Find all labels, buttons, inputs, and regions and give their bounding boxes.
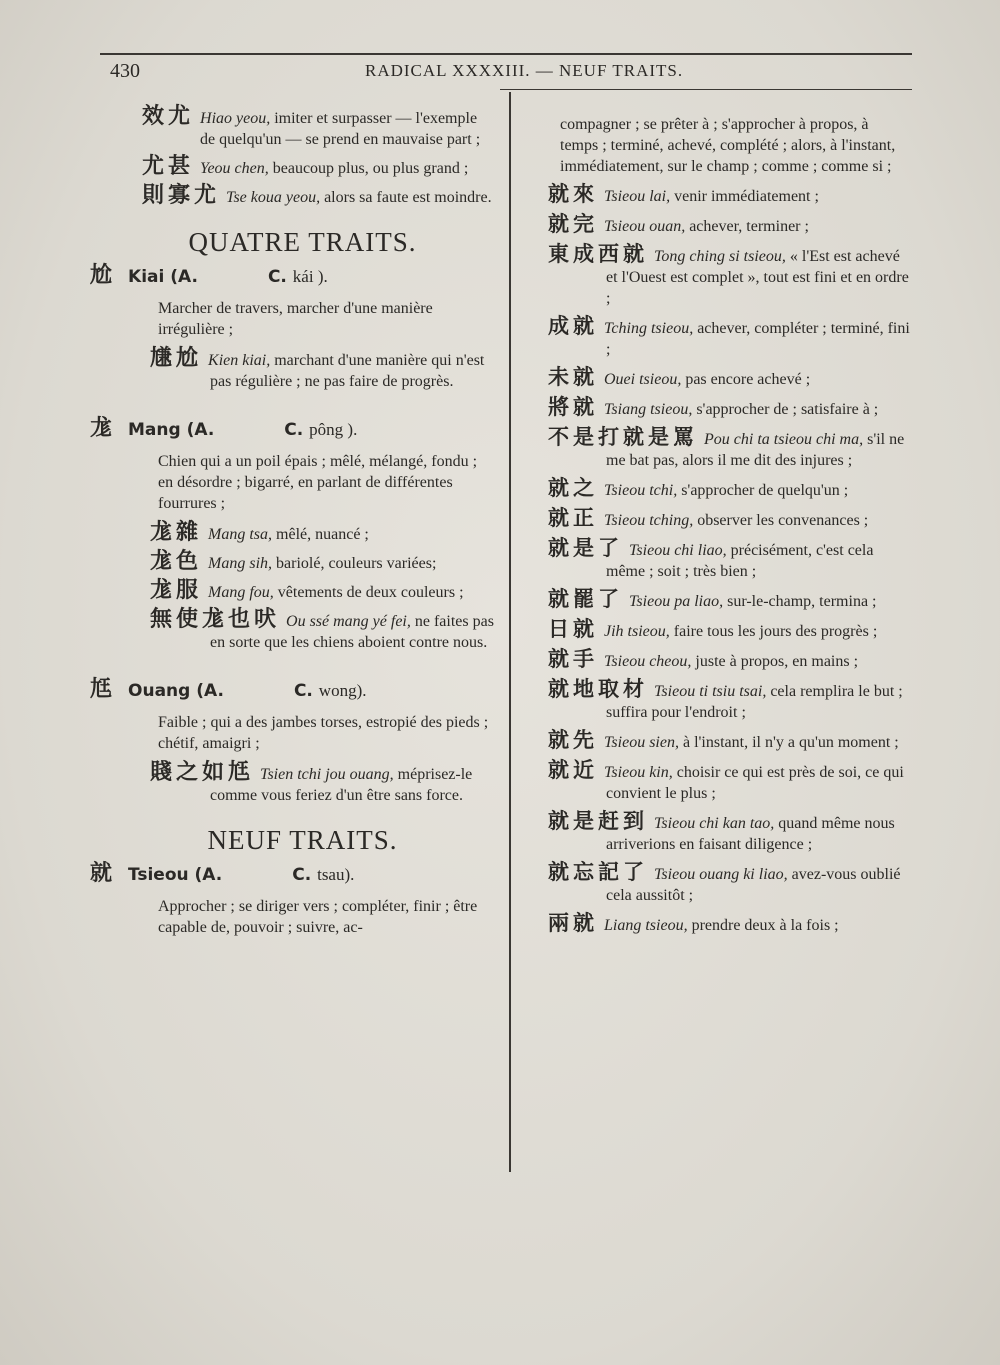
entry-definition: cela remplira le but ; suffira pour l'endroit ; (606, 683, 903, 721)
entry-definition: s'il ne me bat pas, alors il me dit des injures ; (606, 431, 905, 469)
entry-characters: 成就 (548, 314, 598, 338)
entry-romanization: Tching tsieou, (604, 320, 694, 337)
dictionary-entry (548, 760, 910, 804)
entry-characters: 就來 (548, 182, 598, 206)
entry-romanization: Tong ching si tsieou, (654, 248, 786, 265)
column-divider (509, 92, 511, 1172)
cantonese-label: C. (267, 267, 287, 287)
cantonese-reading: kái ). (292, 267, 328, 286)
entry-definition: « l'Est est achevé et l'Ouest est complet », tout est fini et en ordre ; (606, 248, 909, 307)
entry-characters: 就忘記了 (548, 860, 648, 884)
entry-definition: bariolé, couleurs variées; (276, 555, 437, 572)
entry-characters: 則寡尤 (142, 183, 221, 208)
dictionary-entry (90, 580, 495, 603)
entry-characters: 就地取材 (548, 677, 648, 701)
dictionary-entry (548, 913, 910, 936)
header-rule (100, 53, 912, 55)
entry-romanization: Kien kiai, (208, 352, 271, 369)
headword-rom: Ouang (A. (128, 681, 224, 701)
entry-romanization: Tsieou pa liao, (629, 593, 724, 610)
entry-romanization: Tsieou chi liao, (629, 542, 727, 559)
entry-definition: ne faites pas en sorte que les chiens aboient contre nous. (210, 613, 494, 651)
header-rule-secondary (500, 89, 912, 90)
entry-characters: 尨色 (150, 549, 203, 574)
entry-characters: 尨雜 (150, 520, 203, 545)
entry-romanization: Tsien tchi jou ouang, (260, 766, 394, 783)
ouang-subentries (90, 762, 495, 806)
headword-char: 尨 (90, 416, 113, 441)
entry-characters: 東成西就 (548, 242, 648, 266)
entry-characters: 就手 (548, 647, 598, 671)
entry-characters: 就之 (548, 476, 598, 500)
entry-romanization: Tsieou tchi, (604, 482, 678, 499)
page-number: 430 (110, 60, 140, 82)
entry-characters: 尲尬 (150, 346, 203, 371)
kiai-subentries (90, 348, 495, 392)
headword-char: 尪 (90, 677, 113, 702)
cantonese-reading: pông ). (309, 420, 358, 439)
definition-mang: Chien qui a un poil épais ; mêlé, mélangé, fondu ; en désordre ; bigarré, en parlant de différentes fourrures ; (158, 453, 478, 512)
entry-characters: 不是打就是罵 (548, 425, 698, 449)
left-column (90, 106, 495, 946)
entry-romanization: Tsieou ti tsiu tsai, (654, 683, 767, 700)
cantonese-reading: tsau). (317, 865, 355, 884)
entry-definition: beaucoup plus, ou plus grand ; (272, 160, 469, 177)
section-neuf-traits: NEUF TRAITS. (207, 825, 398, 855)
headword-rom: Mang (A. (128, 420, 215, 440)
entry-characters: 就完 (548, 212, 598, 236)
entry-definition: méprisez-le comme vous feriez d'un être sans force. (210, 766, 473, 804)
entry-definition: alors sa faute est moindre. (324, 189, 492, 206)
entry-romanization: Mang sih, (208, 555, 273, 572)
entry-definition: venir immédiatement ; (674, 188, 819, 205)
entry-characters: 就是赶到 (548, 809, 648, 833)
entry-characters: 將就 (548, 395, 598, 419)
entry-definition: prendre deux à la fois ; (691, 917, 839, 934)
entry-romanization: Mang tsa, (208, 526, 273, 543)
dictionary-entry (90, 156, 495, 179)
headword-char: 就 (90, 861, 113, 886)
entry-definition: avez-vous oublié cela aussitôt ; (606, 866, 901, 904)
dictionary-entry (548, 619, 910, 642)
entry-romanization: Pou chi ta tsieou chi ma, (704, 431, 864, 448)
entry-romanization: Hiao yeou, (200, 110, 271, 127)
entry-romanization: Ouei tsieou, (604, 371, 682, 388)
headword-kiai (90, 265, 495, 288)
dictionary-entry (548, 679, 910, 723)
headword-mang (90, 418, 495, 441)
dictionary-entry (90, 106, 495, 150)
dictionary-entry (90, 609, 495, 653)
running-title: RADICAL XXXXIII. — NEUF TRAITS. (365, 61, 684, 80)
right-column (548, 114, 910, 943)
entry-definition: s'approcher de ; satisfaire à ; (696, 401, 879, 418)
cantonese-reading: wong). (318, 681, 367, 700)
dictionary-entry (548, 649, 910, 672)
dictionary-entry (548, 427, 910, 471)
entry-romanization: Jih tsieou, (604, 623, 670, 640)
headword-rom: Kiai (A. (128, 267, 198, 287)
cantonese-label: C. (284, 420, 304, 440)
cantonese-label: C. (293, 681, 313, 701)
entry-definition: sur-le-champ, termina ; (727, 593, 877, 610)
entry-characters: 日就 (548, 617, 598, 641)
definition-continued: compagner ; se prêter à ; s'approcher à propos, à temps ; terminé, achevé, complété ; alors, à l'instant, immédiatement, sur le champ ; comme ; comme si ; (560, 116, 896, 175)
entry-characters: 就罷了 (548, 587, 623, 611)
headword-tsieou (90, 863, 495, 886)
entry-characters: 就先 (548, 728, 598, 752)
dictionary-entry (90, 762, 495, 806)
dictionary-entry (90, 522, 495, 545)
entry-romanization: Tsieou kin, (604, 764, 673, 781)
entry-definition: mêlé, nuancé ; (276, 526, 369, 543)
entry-definition: faire tous les jours des progrès ; (673, 623, 878, 640)
dictionary-entry (548, 538, 910, 582)
definition-tsieou: Approcher ; se diriger vers ; compléter, finir ; être capable de, pouvoir ; suivre, ac- (158, 898, 478, 936)
entry-characters: 就正 (548, 506, 598, 530)
entry-romanization: Tsiang tsieou, (604, 401, 693, 418)
entry-definition: achever, compléter ; terminé, fini ; (606, 320, 910, 358)
right-entries (548, 184, 910, 936)
entry-characters: 尤甚 (142, 154, 195, 179)
entry-romanization: Tsieou cheou, (604, 653, 692, 670)
entry-characters: 尨服 (150, 578, 203, 603)
dictionary-entry (548, 214, 910, 237)
entry-romanization: Tsieou lai, (604, 188, 671, 205)
entry-characters: 無使尨也吠 (150, 607, 281, 632)
dictionary-entry (548, 367, 910, 390)
dictionary-entry (90, 551, 495, 574)
entry-characters: 效尤 (142, 104, 195, 129)
headword-rom: Tsieou (A. (128, 865, 223, 885)
cantonese-label: C. (292, 865, 312, 885)
headword-ouang (90, 679, 495, 702)
dictionary-entry (548, 862, 910, 906)
entry-definition: précisément, c'est cela même ; soit ; très bien ; (606, 542, 874, 580)
entry-romanization: Tsieou sien, (604, 734, 679, 751)
entry-characters: 賤之如尪 (150, 760, 255, 785)
entry-romanization: Ou ssé mang yé fei, (286, 613, 411, 630)
entry-definition: choisir ce qui est près de soi, ce qui convient le plus ; (606, 764, 904, 802)
dictionary-entry (548, 397, 910, 420)
entry-romanization: Tse koua yeou, (226, 189, 321, 206)
dictionary-entry (548, 184, 910, 207)
dictionary-entry (548, 244, 910, 309)
dictionary-entry (548, 316, 910, 360)
entry-definition: s'approcher de quelqu'un ; (681, 482, 849, 499)
entry-definition: quand même nous arriverions en faisant diligence ; (606, 815, 895, 853)
entry-definition: imiter et surpasser — l'exemple de quelqu'un — se prend en mauvaise part ; (200, 110, 481, 148)
dictionary-entry (548, 508, 910, 531)
dictionary-entry (90, 348, 495, 392)
entry-romanization: Yeou chen, (200, 160, 269, 177)
dictionary-entry (548, 811, 910, 855)
headword-char: 尬 (90, 263, 113, 288)
entry-characters: 兩就 (548, 911, 598, 935)
entry-characters: 未就 (548, 365, 598, 389)
mang-subentries (90, 522, 495, 653)
entry-characters: 就近 (548, 758, 598, 782)
entry-romanization: Tsieou ouan, (604, 218, 686, 235)
dictionary-entry (548, 478, 910, 501)
entry-romanization: Liang tsieou, (604, 917, 688, 934)
dictionary-entry (548, 730, 910, 753)
entry-definition: observer les convenances ; (697, 512, 869, 529)
entry-definition: à l'instant, il n'y a qu'un moment ; (682, 734, 899, 751)
entry-definition: pas encore achevé ; (685, 371, 811, 388)
entry-definition: vêtements de deux couleurs ; (277, 584, 464, 601)
entry-romanization: Tsieou ouang ki liao, (654, 866, 788, 883)
dictionary-entry (90, 185, 495, 208)
entry-romanization: Tsieou chi kan tao, (654, 815, 775, 832)
section-quatre-traits: QUATRE TRAITS. (188, 227, 417, 257)
definition-ouang: Faible ; qui a des jambes torses, estropié des pieds ; chétif, amaigri ; (158, 714, 489, 752)
entry-definition: juste à propos, en mains ; (695, 653, 859, 670)
entry-definition: achever, terminer ; (689, 218, 809, 235)
dictionary-entry (548, 589, 910, 612)
entry-romanization: Tsieou tching, (604, 512, 694, 529)
definition-kiai: Marcher de travers, marcher d'une manière irrégulière ; (158, 300, 433, 338)
left-top-entries (90, 106, 495, 208)
entry-definition: marchant d'une manière qui n'est pas régulière ; ne pas faire de progrès. (210, 352, 485, 390)
entry-romanization: Mang fou, (208, 584, 274, 601)
entry-characters: 就是了 (548, 536, 623, 560)
